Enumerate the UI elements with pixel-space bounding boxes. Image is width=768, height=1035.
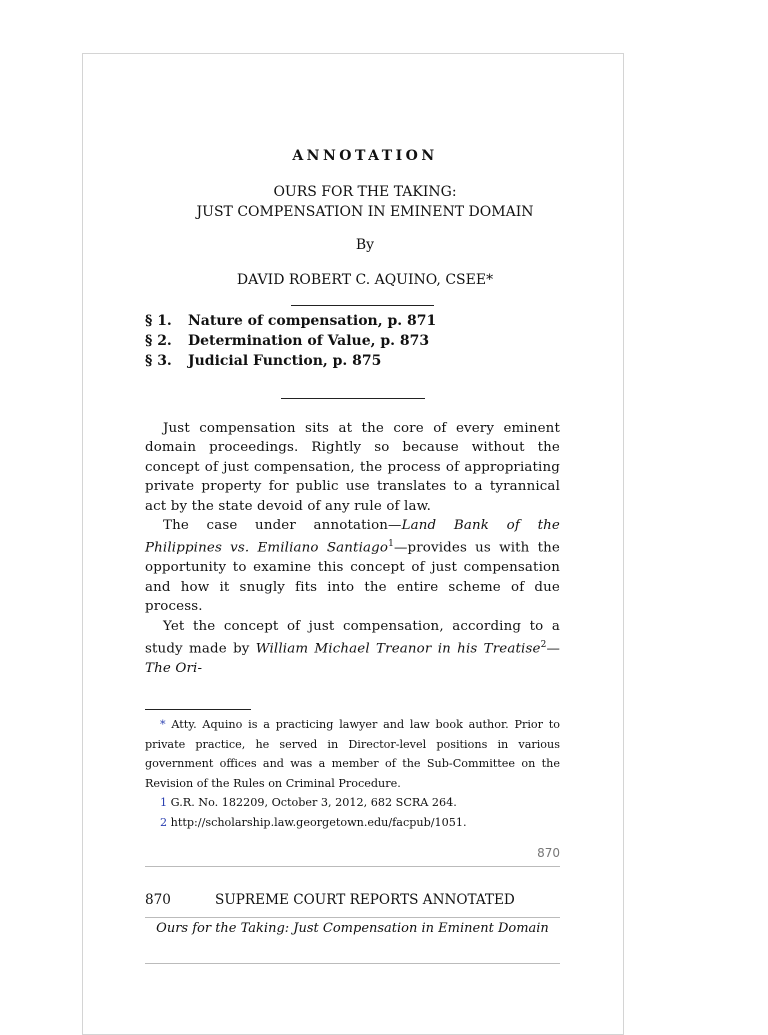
header-rule xyxy=(145,917,560,918)
footnote xyxy=(145,793,560,813)
toc-item[interactable] xyxy=(145,331,565,351)
toc-section-number: § 2. xyxy=(145,333,172,349)
paragraph xyxy=(145,516,560,617)
toc-section-label: Determination of Value, p. 873 xyxy=(188,333,430,349)
author-name: DAVID ROBERT C. AQUINO, CSEE* xyxy=(236,272,494,288)
footnote-ref[interactable]: 2 xyxy=(540,639,547,650)
paragraph: Just compensation sits at the core of every eminent domain proceedings. Rightly so because without the concept of just compensation, the process of appropriating private property for public use translates to a tyrannical act by the state devoid of any rule of law. xyxy=(145,421,560,514)
running-head xyxy=(145,892,560,908)
page-break-line xyxy=(145,866,560,867)
header-rule xyxy=(145,963,560,964)
footnote-marker[interactable]: 1 xyxy=(160,796,168,809)
treatise-citation: William Michael Treanor in his Treatise xyxy=(255,641,541,657)
text: Yet the concept of just compensation, according to a study made by xyxy=(145,618,560,657)
running-head-title: SUPREME COURT REPORTS ANNOTATED xyxy=(215,892,515,908)
running-head-page: 870 xyxy=(145,892,171,908)
toc-section-number: § 1. xyxy=(145,313,172,329)
running-subtitle: Ours for the Taking: Just Compensation in Eminent Domain xyxy=(156,921,549,936)
article-title-line1: OURS FOR THE TAKING: xyxy=(273,184,457,200)
footnote xyxy=(145,813,560,833)
article-body xyxy=(145,419,560,678)
toc-section-number: § 3. xyxy=(145,353,172,369)
toc-section-label: Judicial Function, p. 875 xyxy=(188,353,382,369)
article-title-line2: JUST COMPENSATION IN EMINENT DOMAIN xyxy=(196,204,534,220)
footnote xyxy=(145,715,560,793)
divider xyxy=(291,305,434,306)
toc-section-label: Nature of compensation, p. 871 xyxy=(188,313,437,329)
divider xyxy=(281,398,425,399)
footnote-divider xyxy=(145,709,251,710)
table-of-contents xyxy=(145,311,565,371)
case-citation: Land Bank of the Philippines vs. Emiliano Santiago xyxy=(145,518,560,556)
text: The case under annotation— xyxy=(163,518,402,534)
text: —provides us with the opportunity to examine this concept of just compensation and how it snugly fits into the entire scheme of due process. xyxy=(145,540,560,615)
footnote-text: Atty. Aquino is a practicing lawyer and law book author. Prior to private practice, he served in Director-level positions in various government offices and was a member of the Sub-Committee on the Revision of the Rules on Criminal Procedure. xyxy=(145,718,560,790)
treatise-title: The Ori- xyxy=(145,660,203,676)
footnote-ref[interactable]: 1 xyxy=(388,539,394,550)
footnotes xyxy=(145,715,560,832)
annotation-label: ANNOTATION xyxy=(292,148,438,164)
byline: By xyxy=(355,237,375,253)
footnote-marker[interactable]: 2 xyxy=(160,815,168,829)
page-number: 870 xyxy=(537,846,560,860)
toc-item[interactable] xyxy=(145,311,565,331)
footnote-marker[interactable]: * xyxy=(160,718,166,731)
article-title xyxy=(145,182,585,222)
paragraph xyxy=(145,617,560,679)
text: — xyxy=(546,641,560,657)
footnote-text: G.R. No. 182209, October 3, 2012, 682 SCRA 264. xyxy=(167,796,457,809)
footnote-text[interactable]: http://scholarship.law.georgetown.edu/facpub/1051. xyxy=(167,815,467,829)
toc-item[interactable] xyxy=(145,351,565,371)
